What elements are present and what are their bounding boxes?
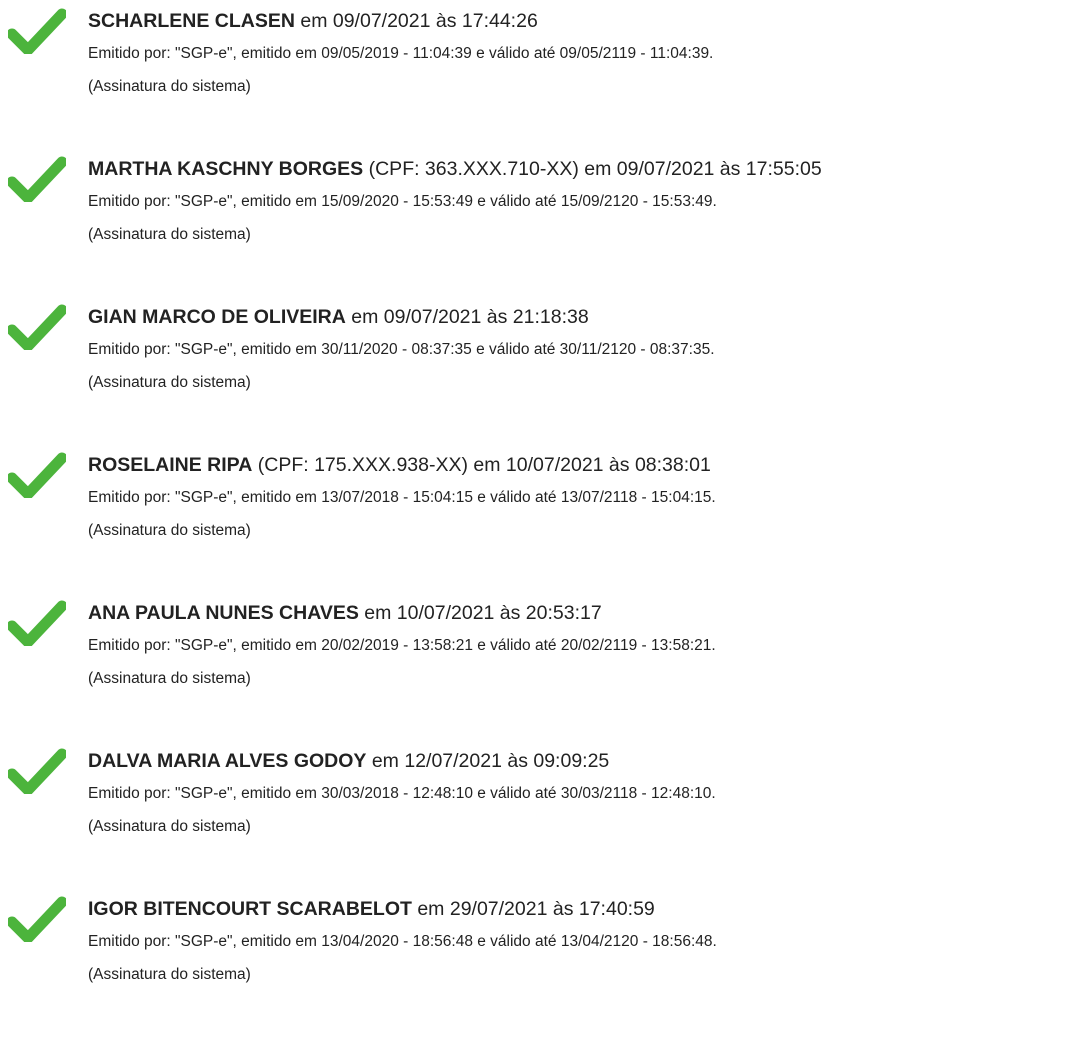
- signature-timestamp: em 09/07/2021 às 17:44:26: [294, 10, 538, 32]
- signature-headline: [88, 453, 711, 477]
- certificate-detail: Emitido por: "SGP-e", emitido em 30/03/2018 - 12:48:10 e válido até 30/03/2118 - 12:48:10.: [88, 785, 716, 802]
- certificate-detail: Emitido por: "SGP-e", emitido em 09/05/2019 - 11:04:39 e válido até 09/05/2119 - 11:04:39.: [88, 45, 714, 62]
- signature-headline: [88, 157, 822, 181]
- check-icon: [8, 156, 66, 202]
- certificate-detail: Emitido por: "SGP-e", emitido em 20/02/2019 - 13:58:21 e válido até 20/02/2119 - 13:58:21.: [88, 637, 716, 654]
- signature-headline: [88, 601, 602, 625]
- signer-name: ANA PAULA NUNES CHAVES: [88, 602, 359, 624]
- signer-name: SCHARLENE CLASEN: [88, 10, 295, 32]
- signature-entry: [0, 0, 1091, 110]
- signer-name: ROSELAINE RIPA: [88, 454, 253, 476]
- signature-entry: [0, 888, 1091, 998]
- signature-timestamp: em 12/07/2021 às 09:09:25: [366, 750, 610, 772]
- signature-entry: [0, 592, 1091, 702]
- signature-note: (Assinatura do sistema): [88, 670, 251, 687]
- signature-headline: [88, 9, 538, 33]
- signature-entry: [0, 444, 1091, 554]
- check-icon: [8, 304, 66, 350]
- signature-note: (Assinatura do sistema): [88, 966, 251, 983]
- signature-timestamp: (CPF: 175.XXX.938-XX) em 10/07/2021 às 08:38:01: [252, 454, 711, 476]
- signature-timestamp: em 09/07/2021 às 21:18:38: [345, 306, 589, 328]
- check-icon: [8, 600, 66, 646]
- signer-name: GIAN MARCO DE OLIVEIRA: [88, 306, 346, 328]
- signature-timestamp: em 29/07/2021 às 17:40:59: [411, 898, 655, 920]
- signature-note: (Assinatura do sistema): [88, 818, 251, 835]
- check-icon: [8, 896, 66, 942]
- signer-name: DALVA MARIA ALVES GODOY: [88, 750, 367, 772]
- signature-headline: [88, 749, 609, 773]
- signature-note: (Assinatura do sistema): [88, 226, 251, 243]
- signature-entry: [0, 296, 1091, 406]
- signer-name: IGOR BITENCOURT SCARABELOT: [88, 898, 412, 920]
- certificate-detail: Emitido por: "SGP-e", emitido em 30/11/2020 - 08:37:35 e válido até 30/11/2120 - 08:37:35.: [88, 341, 715, 358]
- certificate-detail: Emitido por: "SGP-e", emitido em 13/07/2018 - 15:04:15 e válido até 13/07/2118 - 15:04:15.: [88, 489, 716, 506]
- signature-timestamp: em 10/07/2021 às 20:53:17: [358, 602, 602, 624]
- check-icon: [8, 8, 66, 54]
- signature-headline: [88, 305, 589, 329]
- signature-note: (Assinatura do sistema): [88, 522, 251, 539]
- signature-entry: [0, 740, 1091, 850]
- signature-entry: [0, 148, 1091, 258]
- signature-note: (Assinatura do sistema): [88, 374, 251, 391]
- signature-note: (Assinatura do sistema): [88, 78, 251, 95]
- signature-headline: [88, 897, 655, 921]
- signer-name: MARTHA KASCHNY BORGES: [88, 158, 364, 180]
- certificate-detail: Emitido por: "SGP-e", emitido em 15/09/2020 - 15:53:49 e válido até 15/09/2120 - 15:53:49.: [88, 193, 717, 210]
- check-icon: [8, 748, 66, 794]
- certificate-detail: Emitido por: "SGP-e", emitido em 13/04/2020 - 18:56:48 e válido até 13/04/2120 - 18:56:48.: [88, 933, 717, 950]
- signature-timestamp: (CPF: 363.XXX.710-XX) em 09/07/2021 às 17:55:05: [363, 158, 822, 180]
- check-icon: [8, 452, 66, 498]
